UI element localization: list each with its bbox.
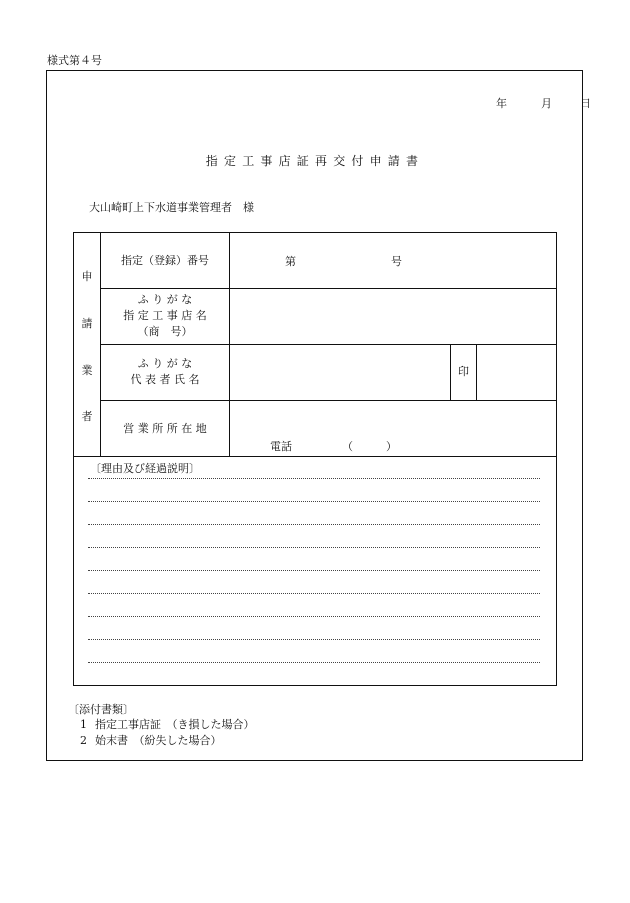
shop-name-furigana: ふ り が な [137,293,193,306]
reason-line[interactable] [88,662,540,663]
attachment-number: 2 [80,734,87,747]
date-day-label: 日 [580,97,591,110]
shop-name-field[interactable] [232,292,554,342]
attachments-heading: 〔添付書類〕 [68,703,134,716]
phone-label: 電話 [270,440,292,453]
reason-section-divider [73,456,557,457]
row-divider-1 [100,288,557,289]
attachment-item-1 [80,716,255,732]
reason-label: 〔理由及び経過説明〕 [90,462,200,475]
office-address-label: 営 業 所 所 在 地 [123,422,207,435]
form-number: 様式第４号 [47,54,102,67]
attachment-item-2 [80,732,222,748]
side-label-char-1: 申 [81,270,93,283]
date-year-label: 年 [496,97,507,110]
shop-name-label: 指 定 工 事 店 名 [123,309,207,322]
reason-line[interactable] [88,570,540,571]
shop-name-sub: （商 号） [137,325,193,338]
row-divider-2 [100,344,557,345]
reason-line[interactable] [88,639,540,640]
document-title: 指定工事店証再交付申請書 [205,154,425,168]
seal-divider-right [476,344,477,401]
attachment-text: 指定工事店証 （き損した場合） [95,718,255,731]
side-label-char-3: 業 [81,364,93,377]
representative-furigana: ふ り が な [137,357,193,370]
phone-parenthesis: （ ） [342,440,397,453]
addressee: 大山崎町上下水道事業管理者 様 [89,201,254,214]
reason-line[interactable] [88,593,540,594]
reason-line[interactable] [88,547,540,548]
designation-number-label: 指定（登録）番号 [121,254,209,267]
designation-number-suffix: 号 [391,255,402,268]
reason-line[interactable] [88,616,540,617]
designation-number-prefix: 第 [285,255,296,268]
row-divider-3 [100,400,557,401]
reason-line[interactable] [88,524,540,525]
side-label-char-4: 者 [81,410,93,423]
attachment-number: 1 [80,718,87,731]
attachment-text: 始末書 （紛失した場合） [95,734,222,747]
reason-line[interactable] [88,501,540,502]
side-label-char-2: 請 [81,317,93,330]
date-month-label: 月 [541,97,552,110]
office-address-field[interactable] [232,403,554,454]
representative-label: 代 表 者 氏 名 [130,373,200,386]
date-line [496,95,591,111]
reason-line[interactable] [88,478,540,479]
seal-mark: 印 [458,365,469,378]
representative-name-field[interactable] [232,347,447,398]
